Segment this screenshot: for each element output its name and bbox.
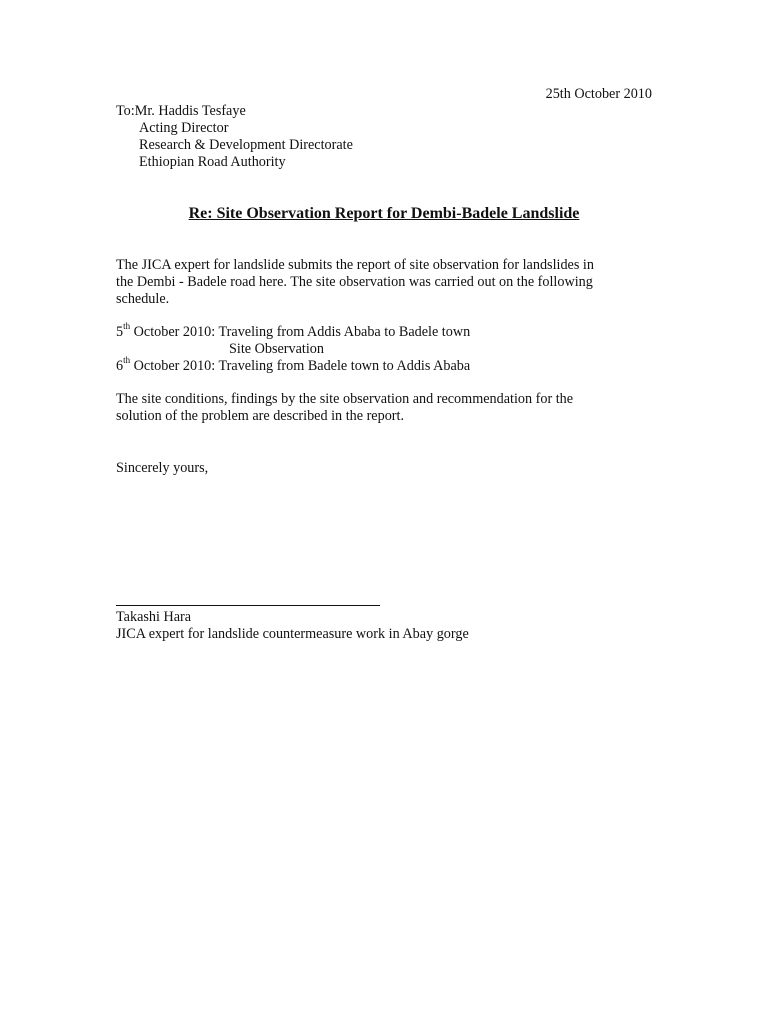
recipient-department: Research & Development Directorate	[139, 137, 353, 153]
closing-paragraph	[116, 391, 656, 425]
recipient-to-line: To:Mr. Haddis Tesfaye	[116, 103, 246, 119]
schedule-day: 5	[116, 324, 124, 340]
subject-heading: Re: Site Observation Report for Dembi-Badele Landslide	[188, 205, 580, 222]
schedule-item	[116, 321, 656, 341]
sign-off: Sincerely yours,	[116, 460, 209, 476]
schedule-list	[116, 321, 656, 375]
signer-name: Takashi Hara	[116, 609, 192, 625]
intro-paragraph	[116, 257, 656, 308]
signature-block	[116, 609, 469, 643]
schedule-description: October 2010: Traveling from Badele town to Addis Ababa	[130, 358, 471, 374]
schedule-description: October 2010: Traveling from Addis Ababa to Badele town	[130, 324, 471, 340]
intro-line-2: the Dembi - Badele road here. The site observation was carried out on the following	[116, 274, 593, 290]
closing-line-2: solution of the problem are described in the report.	[116, 408, 404, 424]
intro-line-1: The JICA expert for landslide submits the report of site observation for landslides in	[116, 257, 594, 273]
intro-line-3: schedule.	[116, 291, 170, 307]
schedule-day-suffix: th	[123, 355, 131, 366]
schedule-day-suffix: th	[123, 321, 131, 332]
signer-position: JICA expert for landslide countermeasure work in Abay gorge	[116, 626, 469, 642]
letter-date: 25th October 2010	[545, 86, 652, 102]
signature-line	[116, 605, 380, 606]
recipient-address-block	[116, 103, 353, 171]
recipient-organization: Ethiopian Road Authority	[139, 154, 286, 170]
closing-line-1: The site conditions, findings by the site observation and recommendation for the	[116, 391, 574, 407]
schedule-item	[116, 355, 656, 375]
recipient-title: Acting Director	[139, 120, 229, 136]
schedule-day: 6	[116, 358, 124, 374]
schedule-continuation: Site Observation	[229, 341, 324, 357]
